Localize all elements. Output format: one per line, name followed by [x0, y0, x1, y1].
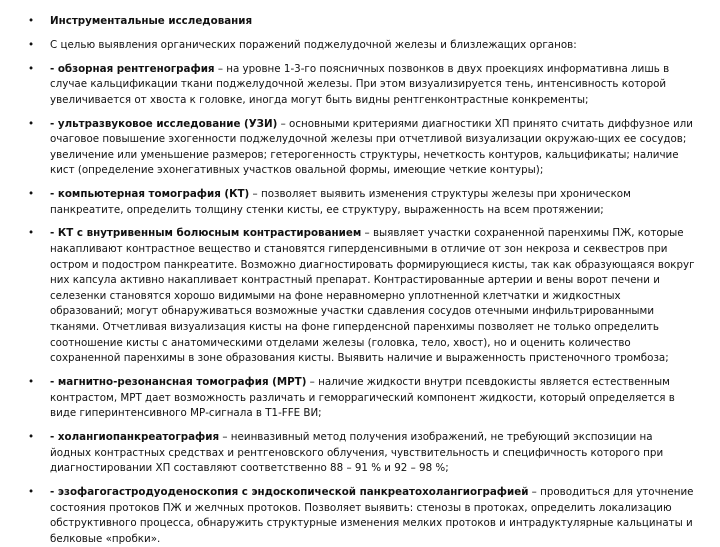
item-text: – основными критериями диагностики ХП принято считать диффузное или очаговое повышение эхогенности поджелудочной железы при отчетливой визуализации окружаю-щих ее сосудов; увеличение или уменьшение размеров; гетерогенность структуры, нечеткость контуров, кальцификаты; наличие кист (определение эхонегативных участков овальной формы, имеющие четкие контуры);: [50, 117, 693, 177]
list-item: [26, 62, 696, 109]
item-text: – проводиться для уточнение состояния протоков ПЖ и желчных протоков. Позволяет выявить: стенозы в протоках, определить локализацию обструктивного процесса, обнаружить структурные изменения мелких протоков и интрадуктулярные кальцинаты и белковые «пробки».: [50, 485, 694, 545]
item-text: – выявляет участки сохраненной паренхимы ПЖ, которые накапливают контрастное вещество и становятся гиперденсивными в отличие от зон некроза и секвестров при остром и подостром панкреатите. Возможно диагностировать формирующиеся кисты, так как образующаяся вокруг них капсула активно накапливает контрастный препарат. Контрастированные артерии и вены ворот печени и селезенки становятся хорошо видимыми на фоне неравномерно уплотненной клетчатки и жидкостных образований; могут обнаруживаться возможные участки сдавления сосудов отечными инфильтрированными тканями. Отчетливая визуализация кисты на фоне гиперденсной паренхимы позволяет не только определить соотношение кисты с анатомическими отделами железы (головка, тело, хвост), но и оценить количество сохраненной паренхимы в зоне образования кисты. Выявить наличие и выраженность пристеночного тромбоза;: [50, 227, 695, 365]
list-item: [26, 375, 696, 422]
item-text: – неинвазивный метод получения изображений, не требующий экспозиции на йодных контрастных средствах и рентгеновского облучения, чувствительность и специфичность которого при диагностировании ХП составляют соответственно 88 – 91 % и 92 – 98 %;: [50, 430, 664, 475]
list-item: [26, 117, 696, 179]
bullet-icon: •: [28, 188, 35, 201]
bullet-icon: •: [28, 376, 35, 388]
list-item: [26, 187, 696, 218]
bullet-icon: •: [28, 485, 35, 498]
item-term: - магнитно-резонансная томография (МРТ): [50, 376, 307, 388]
list-item: [26, 430, 696, 477]
section-title: Инструментальные исследования: [50, 15, 253, 27]
list-item: [26, 38, 696, 54]
bullet-list: [26, 14, 696, 547]
bullet-icon: •: [28, 430, 35, 443]
bullet-icon: •: [28, 117, 35, 130]
bullet-icon: •: [28, 62, 35, 75]
item-term: - КТ с внутривенным болюсным контрастированием: [50, 227, 362, 240]
bullet-icon: •: [28, 15, 35, 27]
bullet-icon: •: [28, 38, 35, 51]
item-text: С целью выявления органических поражений поджелудочной железы и близлежащих органов:: [50, 38, 577, 51]
item-term: - обзорная рентгенография: [50, 62, 215, 75]
item-term: - ультразвуковое исследование (УЗИ): [50, 117, 278, 130]
list-item: [26, 14, 696, 30]
item-text: – на уровне 1-3-го поясничных позвонков в двух проекциях информативна лишь в случае кальцификации ткани поджелудочной железы. При этом визуализируется тень, интенсивность которой увеличивается от хвоста к головке, иногда могут быть видны рентгенконтрастные конкременты;: [50, 62, 670, 106]
bullet-icon: •: [28, 227, 35, 240]
item-text: – позволяет выявить изменения структуры железы при хроническом панкреатите, определить толщину стенки кисты, ее структуру, выраженность на всем протяжении;: [50, 188, 631, 216]
list-item: [26, 226, 696, 366]
item-term: - холангиопанкреатография: [50, 430, 220, 443]
item-term: - эзофагогастродуоденоскопия с эндоскопической панкреатохолангиографией: [50, 485, 529, 498]
list-item: [26, 485, 696, 547]
item-term: - компьютерная томография (КТ): [50, 188, 250, 201]
item-text: – наличие жидкости внутри псевдокисты является естественным контрастом, МРТ дает возможность различать и геморрагический компонент жидкости, который определяется в виде гиперинтенсивного МР-сигнала в T1-FFE ВИ;: [50, 376, 675, 420]
